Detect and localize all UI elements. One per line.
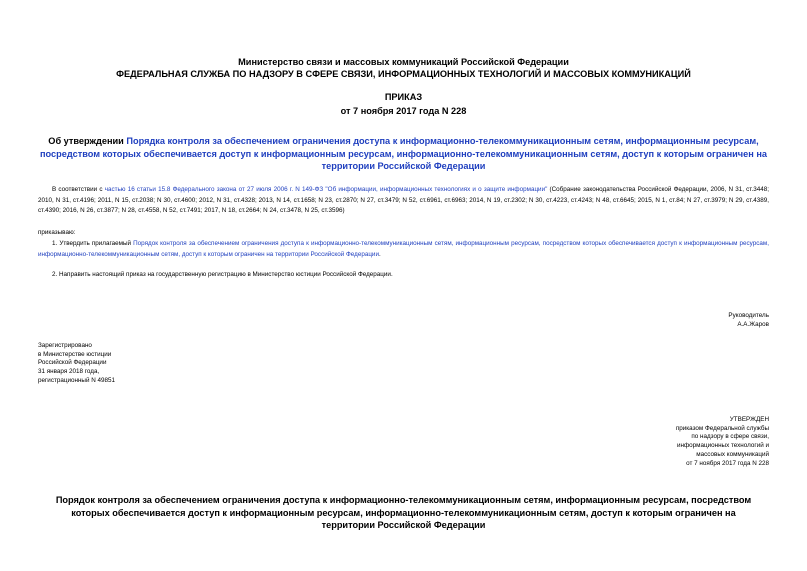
registration-line-4: 31 января 2018 года, xyxy=(38,368,100,376)
approved-line-4: информационных технологий и xyxy=(676,442,769,450)
ministry-heading: Министерство связи и массовых коммуникаций Российской Федерации xyxy=(238,57,569,67)
approved-block xyxy=(549,416,769,468)
approved-line-5: массовых коммуникаций xyxy=(696,450,769,458)
approved-line-1: УТВЕРЖДЕН xyxy=(729,416,769,423)
preamble-rest: (Собрание законодательства Российской Федерации, 2006, N 31, ст.3448; 2010, N 31, ст.4196; 2011, N 15, ст.2038; N 30, ст.4600; 2012, N 31, ст.4328; 2013, N 14, ст.1658; N 23, ст.2870; N 27, ст.3479; N 52, ст.6961, ст.6963; 2014, N 19, ст.2302; N 30, ст.4223, ст.4243; N 48, ст.6645; 2015, N 1, ст.84; N 27, ст.3979; N 29, ст.4389, ст.4390; 2016, N 26, ст.3877; N 28, ст.4558, N 52, ст.7491; 2017, N 18, ст.2664; N 24, ст.3478, N 25, ст.3596) xyxy=(38,186,769,214)
registration-line-2: в Министерстве юстиции xyxy=(38,350,112,358)
item1-prefix: 1. Утвердить прилагаемый xyxy=(52,240,134,247)
approved-line-3: по надзору в сфере связи, xyxy=(691,433,769,441)
order-word: приказываю: xyxy=(38,229,76,236)
registration-line-5: регистрационный N 49851 xyxy=(38,376,116,384)
registration-block xyxy=(38,342,288,386)
order-item-2: 2. Направить настоящий приказ на государственную регистрацию в Министерство юстиции Российской Федерации. xyxy=(52,271,393,278)
item1-procedure-link[interactable]: Порядок контроля за обеспечением ограничения доступа к информационно-телекоммуникационным сетям, информационным ресурсам, посредством которых обеспечивается доступ к информационным ресурсам, информационно-телекоммуникационным сетям, доступ к которым ограничен на территории Российской Федерации xyxy=(38,240,769,258)
signature-block xyxy=(569,312,769,329)
signature-position: Руководитель xyxy=(728,312,769,319)
title-prefix: Об утверждении xyxy=(48,136,127,146)
document-title xyxy=(40,135,767,173)
order-item-1 xyxy=(38,239,769,260)
registration-line-3: Российской Федерации xyxy=(38,359,107,367)
annex-title: Порядок контроля за обеспечением ограничения доступа к информационно-телекоммуникационным сетям, информационным ресурсам, посредством которых обеспечивается доступ к информационным ресурсам, информационно-телекоммуникационным сетям, доступ к которым ограничен на территории Российской Федерации xyxy=(55,495,752,530)
title-link[interactable]: Порядка контроля за обеспечением ограничения доступа к информационно-телекоммуникационным сетям, информационным ресурсам, посредством которых обеспечивается доступ к информационным ресурсам, информационно-телекоммуникационным сетям, доступ к которым ограничен на территории Российской Федерации xyxy=(40,136,767,171)
registration-line-1: Зарегистрировано xyxy=(38,342,92,349)
approved-line-6: от 7 ноября 2017 года N 228 xyxy=(686,459,769,467)
preamble-law-link[interactable]: частью 16 статьи 15.8 Федерального закона от 27 июля 2006 г. N 149-ФЗ "Об информации, информационных технологиях и о защите информации" xyxy=(104,186,548,193)
document-type: ПРИКАЗ xyxy=(384,92,423,102)
preamble-intro: В соответствии с xyxy=(52,186,105,193)
item1-suffix: . xyxy=(378,250,381,258)
signature-name: А.А.Жаров xyxy=(737,320,769,328)
preamble-paragraph xyxy=(38,185,769,217)
document-date-number: от 7 ноября 2017 года N 228 xyxy=(340,106,467,116)
service-heading: ФЕДЕРАЛЬНАЯ СЛУЖБА ПО НАДЗОРУ В СФЕРЕ СВЯЗИ, ИНФОРМАЦИОННЫХ ТЕХНОЛОГИЙ И МАССОВЫХ КОММУНИКАЦИЙ xyxy=(116,69,691,79)
approved-line-2: приказом Федеральной службы xyxy=(675,424,769,432)
